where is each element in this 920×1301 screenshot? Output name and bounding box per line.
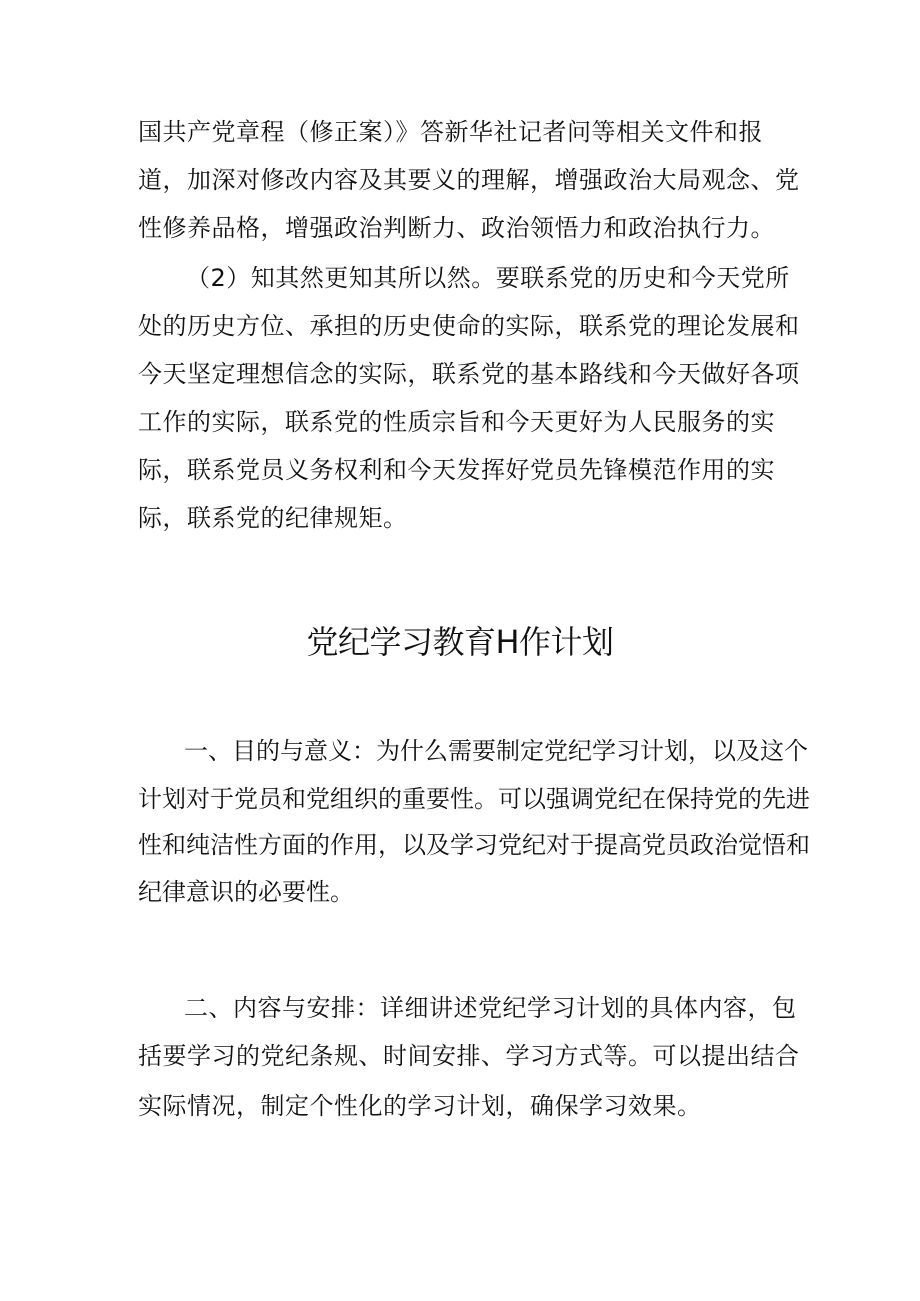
paragraph-line: 工作的实际，联系党的性质宗旨和今天更好为人民服务的实 bbox=[138, 408, 775, 436]
paragraph-line: 际，联系党员义务权利和今天发挥好党员先锋模范作用的实 bbox=[138, 456, 775, 484]
paragraph-line: 括要学习的党纪条规、时间安排、学习方式等。可以提出结合 bbox=[138, 1042, 800, 1070]
paragraph-line: 国共产党章程（修正案）》答新华社记者问等相关文件和报 bbox=[138, 118, 763, 146]
paragraph-line: 一、目的与意义：为什么需要制定党纪学习计划，以及这个 bbox=[184, 737, 808, 765]
paragraph-line: 处的历史方位、承担的历史使命的实际，联系党的理论发展和 bbox=[138, 312, 800, 340]
paragraph-line: 实际情况，制定个性化的学习计划，确保学习效果。 bbox=[138, 1092, 702, 1120]
paragraph-line: 性修养品格，增强政治判断力、政治领悟力和政治执行力。 bbox=[138, 214, 775, 242]
paragraph-line: 际，联系党的纪律规矩。 bbox=[138, 504, 408, 532]
paragraph-line: 二、内容与安排：详细讲述党纪学习计划的具体内容，包 bbox=[184, 994, 797, 1022]
paragraph-line: 性和纯洁性方面的作用，以及学习党纪对于提高党员政治觉悟和 bbox=[138, 831, 810, 859]
paragraph-line: 今天坚定理想信念的实际，联系党的基本路线和今天做好各项 bbox=[138, 360, 800, 388]
paragraph-line: （2）知其然更知其所以然。要联系党的历史和今天党所 bbox=[186, 264, 790, 292]
paragraph-line: 计划对于党员和党组织的重要性。可以强调党纪在保持党的先进 bbox=[138, 785, 810, 813]
document-title: 党纪学习教育H作计划 bbox=[306, 623, 614, 661]
paragraph-line: 纪律意识的必要性。 bbox=[138, 878, 354, 906]
paragraph-line: 道，加深对修改内容及其要义的理解，增强政治大局观念、党 bbox=[138, 166, 800, 194]
